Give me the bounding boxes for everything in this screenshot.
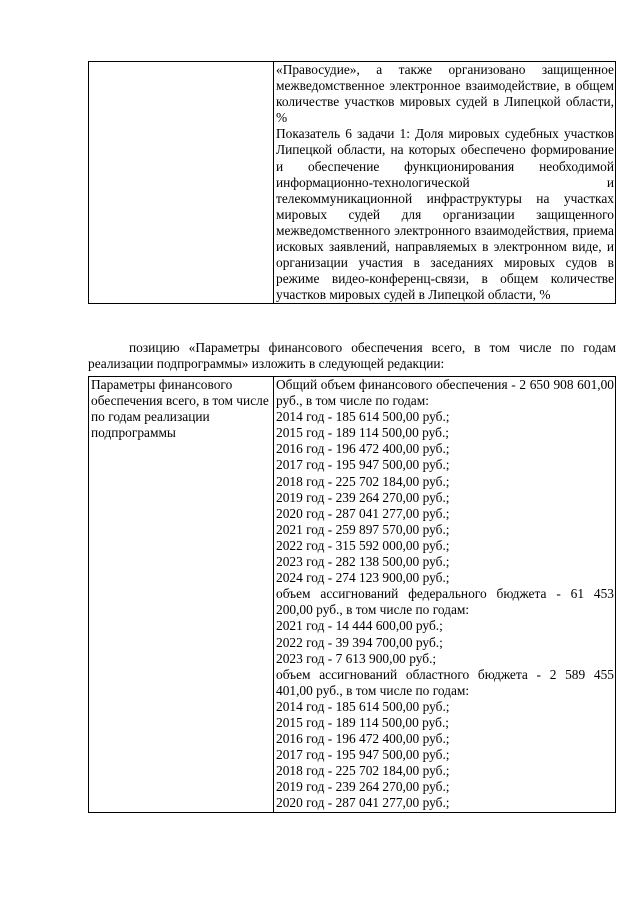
list-item: 2024 год - 274 123 900,00 руб.; — [276, 570, 450, 586]
financing-values-cell — [274, 377, 616, 813]
regional-budget-financing: объем ассигнований областного бюджета - 2 589 455 401,00 руб., в том числе по годам: — [276, 666, 614, 698]
intro-paragraph — [88, 340, 616, 373]
list-item: 2023 год - 7 613 900,00 руб.; — [276, 650, 437, 666]
list-item: 2014 год - 185 614 500,00 руб.; — [276, 698, 450, 714]
list-item: 2021 год - 259 897 570,00 руб.; — [276, 521, 450, 537]
list-item: 2019 год - 239 264 270,00 руб.; — [276, 489, 450, 505]
table-row — [89, 377, 616, 813]
table-cell-empty — [89, 62, 274, 304]
table-row — [89, 62, 616, 304]
total-financing: Общий объем финансового обеспечения - 2 650 908 601,00 руб., в том числе по годам: — [276, 377, 614, 409]
list-item: 2017 год - 195 947 500,00 руб.; — [276, 747, 450, 763]
list-item: 2014 год - 185 614 500,00 руб.; — [276, 409, 450, 425]
list-item: 2017 год - 195 947 500,00 руб.; — [276, 457, 450, 473]
list-item: 2015 год - 189 114 500,00 руб.; — [276, 425, 450, 441]
list-item: 2016 год - 196 472 400,00 руб.; — [276, 441, 450, 457]
list-item: 2019 год - 239 264 270,00 руб.; — [276, 779, 450, 795]
list-item: 2020 год - 287 041 277,00 руб.; — [276, 795, 450, 811]
list-item: 2016 год - 196 472 400,00 руб.; — [276, 731, 450, 747]
financing-table — [88, 376, 616, 813]
indicators-table — [88, 61, 616, 304]
list-item: 2022 год - 315 592 000,00 руб.; — [276, 537, 450, 553]
list-item: 2015 год - 189 114 500,00 руб.; — [276, 714, 450, 730]
list-item: 2018 год - 225 702 184,00 руб.; — [276, 763, 450, 779]
list-item: 2023 год - 282 138 500,00 руб.; — [276, 554, 450, 570]
table-cell-indicators — [274, 62, 616, 304]
federal-budget-financing: объем ассигнований федерального бюджета - 61 453 200,00 руб., в том числе по годам: — [276, 586, 614, 618]
list-item: 2022 год - 39 394 700,00 руб.; — [276, 634, 443, 650]
list-item: 2021 год - 14 444 600,00 руб.; — [276, 618, 443, 634]
indicator-6-text: Показатель 6 задачи 1: Доля мировых судебных участков Липецкой области, на которых обеспечено формирование и обеспечение функционирования необходимой информационно-технологической и телекоммуникационной инфраструктуры на участках мировых судей для организации защищенного межведомственного электронного взаимодействия, приема исковых заявлений, направляемых в электронном виде, и организации участия в заседаниях мировых судов в режиме видео-конференц-связи, в общем количестве участков мировых судей в Липецкой области, % — [276, 126, 614, 303]
indicator-text-continued: «Правосудие», а также организовано защищенное межведомственное электронное взаимодействие, в общем количестве участков мировых судей в Липецкой области, % — [276, 62, 614, 126]
list-item: 2020 год - 287 041 277,00 руб.; — [276, 505, 450, 521]
list-item: 2018 год - 225 702 184,00 руб.; — [276, 473, 450, 489]
intro-text: позицию «Параметры финансового обеспечения всего, в том числе по годам реализации подпрограммы» изложить в следующей редакции: — [88, 340, 616, 372]
financing-parameter-label: Параметры финансового обеспечения всего, в том числе по годам реализации подпрограммы — [89, 377, 274, 813]
